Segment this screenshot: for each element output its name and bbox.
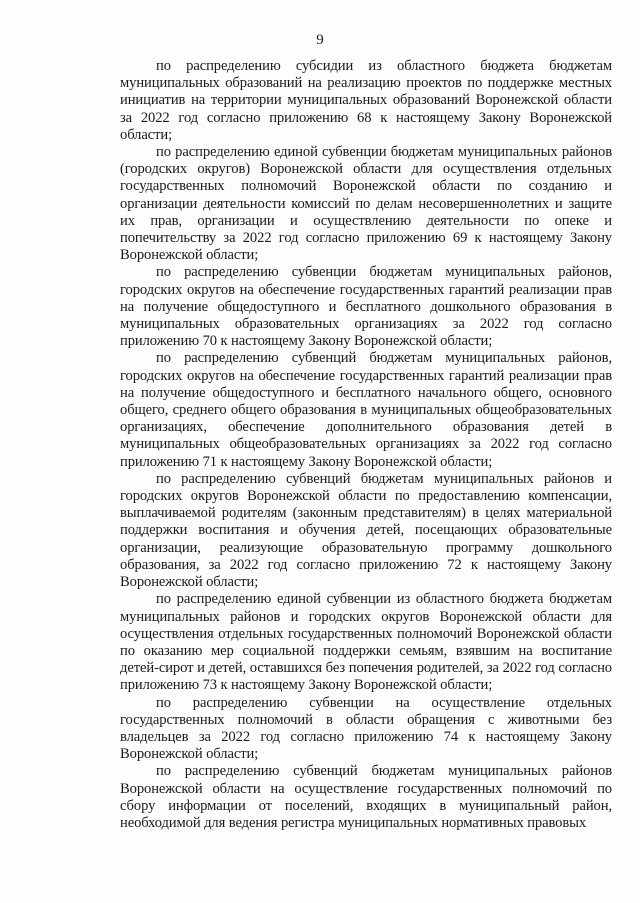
document-body [120, 58, 612, 832]
paragraph-parent-compensation: по распределению субвенций бюджетам муниципальных районов и городских округов Воронежской области по предоставлению компенсации, выплачиваемой родителям (законным представителям) в целях материальной поддержки воспитания и обучения детей, посещающих образовательные организации, реализующие образовательную программу дошкольного образования, за 2022 год согласно приложению 72 к настоящему Закону Воронежской области; [120, 470, 612, 591]
paragraph-subsidy-local-initiatives: по распределению субсидии из областного бюджета бюджетам муниципальных образований на реализацию проектов по поддержке местных инициатив на территории муниципальных образований Воронежской области за 2022 год согласно приложению 68 к настоящему Закону Воронежской области; [120, 58, 612, 143]
paragraph-municipal-register: по распределению субвенций бюджетам муниципальных районов Воронежской области на осуществление государственных полномочий по сбору информации от поселений, входящих в муниципальный район, необходимой для ведения регистра муниципальных нормативных правовых [120, 763, 612, 831]
page-number: 9 [316, 32, 324, 48]
paragraph-general-education: по распределению субвенций бюджетам муниципальных районов, городских округов на обеспечение государственных гарантий реализации прав на получение общедоступного и бесплатного начального общего, основного общего, среднего общего образования в муниципальных общеобразовательных организациях, обеспечение дополнительного образования детей в муниципальных общеобразовательных организациях за 2022 год согласно приложению 71 к настоящему Закону Воронежской области; [120, 350, 612, 470]
paragraph-preschool-education: по распределению субвенции бюджетам муниципальных районов, городских округов на обеспечение государственных гарантий реализации прав на получение общедоступного и бесплатного дошкольного образования в муниципальных образовательных организациях за 2022 год согласно приложению 70 к настоящему Закону Воронежской области; [120, 264, 612, 350]
paragraph-orphan-support: по распределению единой субвенции из областного бюджета бюджетам муниципальных районов и городских округов Воронежской области для осуществления отдельных государственных полномочий Воронежской области по оказанию мер социальной поддержки семьям, взявшим на воспитание детей-сирот и детей, оставшихся без попечения родителей, за 2022 год согласно приложению 73 к настоящему Закону Воронежской области; [120, 591, 612, 694]
paragraph-commissions-minors: по распределению единой субвенции бюджетам муниципальных районов (городских округов) Воронежской области для осуществления отдельных государственных полномочий Воронежской области по созданию и организации деятельности комиссий по делам несовершеннолетних и защите их прав, организации и осуществлению деятельности по опеке и попечительству за 2022 год согласно приложению 69 к настоящему Закону Воронежской области; [120, 144, 612, 264]
paragraph-animals-without-owners: по распределению субвенции на осуществление отдельных государственных полномочий в области обращения с животными без владельцев за 2022 год согласно приложению 74 к настоящему Закону Воронежской области; [120, 694, 612, 763]
